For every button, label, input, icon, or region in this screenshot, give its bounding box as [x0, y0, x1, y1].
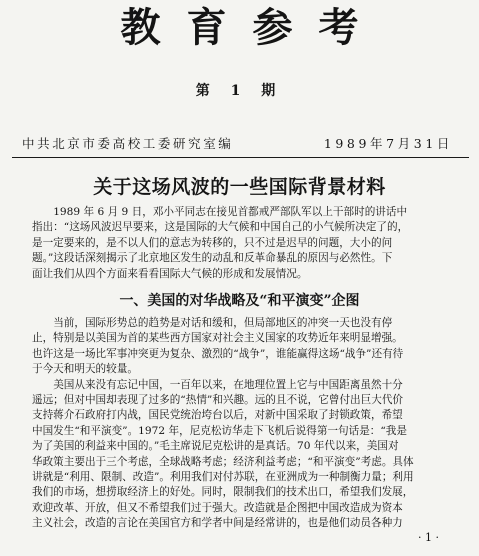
text-line: 止，特别是以美国为首的某些西方国家对社会主义国家的攻势近年来明显增强。: [32, 332, 403, 345]
publication-masthead: 教育参考: [120, 4, 385, 51]
text-line: 支持蒋介石政府打内战，国民党统治垮台以后，对新中国采取了封锁政策，希望: [32, 409, 403, 422]
text-line: 为了美国的利益来中国的。”毛主席说尼克松讲的是真话。70 年代以来，美国对: [32, 440, 399, 453]
page-number: · 1 ·: [418, 531, 439, 544]
text-line: 也许这是一场比军事冲突更为复杂、激烈的“战争”，谁能赢得这场“战争”还有待: [32, 347, 404, 360]
header-divider: [12, 157, 469, 158]
intro-paragraph: [32, 205, 460, 282]
text-line: 遥远；但对中国却表现了过多的“热情”和兴趣。远的且不说，它曾付出巨大代价: [32, 394, 404, 407]
section-heading: 一、美国的对华战略及“和平演变”企图: [119, 293, 360, 309]
text-line: 题。”这段话深刻揭示了北京地区发生的动乱和反革命暴乱的原因与必然性。下: [32, 252, 393, 265]
text-line: 于今天和明天的较量。: [32, 363, 138, 376]
text-line: 中国发生“和平演变”。1972 年，尼克松访华走下飞机后说得第一句话是：“我是: [32, 424, 407, 437]
text-line: 指出：“这场风波迟早要来，这是国际的大气候和中国自己的小气候所决定了的，: [32, 221, 409, 234]
text-line: 欢迎改革、开放，但又不希望我们过于强大。改造就是企图把中国改造成为资本: [32, 501, 403, 514]
text-line: 美国从来没有忘记中国，一百年以来，在地理位置上它与中国距离虽然十分: [53, 378, 403, 391]
issue-label: 第 1 期: [195, 83, 284, 99]
text-line: 1989 年 6 月 9 日，邓小平同志在接见首都戒严部队军以上干部时的讲话中: [53, 206, 408, 218]
publisher-name: 中共北京市委高校工委研究室编: [22, 136, 234, 151]
publication-info-row: [22, 134, 453, 152]
text-line: 讲就是“利用、限制、改造”。利用我们对付苏联，在亚洲成为一种制衡力量；利用: [32, 471, 414, 484]
text-line: 面让我们从四个方面来看看国际大气候的形成和发展情况。: [32, 267, 308, 280]
text-line: 我们的市场，想捞取经济上的好处。同时，限制我们的技术出口，希望我们发展，: [32, 486, 414, 499]
text-line: 华政策主要出于三个考虑，全球战略考虑；经济利益考虑；“和平演变”考虑。具体: [32, 455, 414, 468]
text-line: 是一定要来的，是不以人们的意志为转移的，只不过是迟早的问题，大小的问: [32, 236, 393, 249]
text-line: 主义社会，改造的言论在美国官方和学者中间是经常讲的，也是他们动员各种力: [32, 517, 403, 530]
article-title: 关于这场风波的一些国际背景材料: [93, 176, 386, 198]
text-line: 当前，国际形势总的趋势是对话和缓和，但局部地区的冲突一天也没有停: [53, 317, 393, 329]
section-body: [32, 316, 460, 532]
publication-date: 1989年7月31日: [323, 136, 453, 151]
